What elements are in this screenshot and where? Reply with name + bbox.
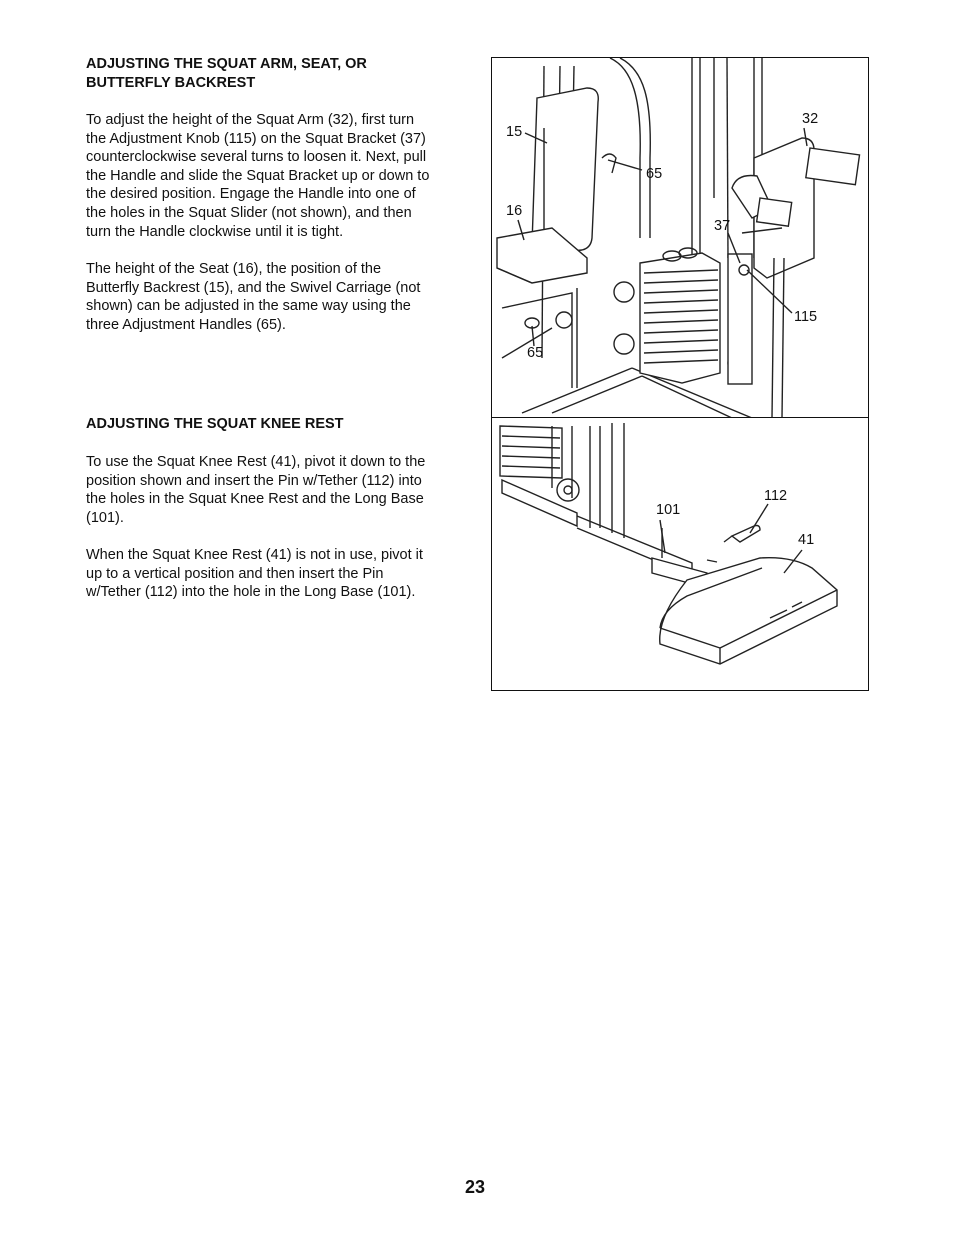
callout-32: 32 <box>802 111 819 127</box>
knee-rest-illustration <box>492 418 868 690</box>
page-number: 23 <box>465 1177 486 1197</box>
callout-115: 115 <box>794 309 818 325</box>
knee-rest-storage-instructions: When the Squat Knee Rest (41) is not in use, pivot it up to a vertical position and then insert the Pin w/Tether (112) into the hole in the Long Base (101). <box>86 547 423 601</box>
callout-101: 101 <box>656 502 681 518</box>
figure-squat-knee-rest <box>491 417 869 691</box>
callout-65-lower: 65 <box>527 345 544 361</box>
knee-rest-use-instructions: To use the Squat Knee Rest (41), pivot it down to the position shown and insert the Pin w/Tether (112) into the holes in the Squat Knee Rest and the Long Base (101). <box>86 454 426 526</box>
callout-41: 41 <box>798 532 815 548</box>
figure-squat-arm-assembly <box>491 57 869 419</box>
callout-16: 16 <box>506 203 523 219</box>
section-heading-squat-arm: ADJUSTING THE SQUAT ARM, SEAT, OR BUTTERFLY BACKREST <box>86 56 367 91</box>
callout-112: 112 <box>764 488 788 504</box>
callout-37: 37 <box>714 218 731 234</box>
callout-15: 15 <box>506 124 523 140</box>
seat-backrest-instructions: The height of the Seat (16), the position of the Butterfly Backrest (15), and the Swivel Carriage (not shown) can be adjusted in the same way using the three Adjustment Handles (65). <box>86 261 421 333</box>
section-heading-knee-rest: ADJUSTING THE SQUAT KNEE REST <box>86 416 344 432</box>
callout-65-upper: 65 <box>646 166 663 182</box>
squat-arm-instructions: To adjust the height of the Squat Arm (32), first turn the Adjustment Knob (115) on the Squat Bracket (37) counterclockwise several turns to loosen it. Next, pull the Handle and slide the Squat Bracket up or down to the desired position. Engage the Handle into one of the holes in the Squat Slider (not shown), and then turn the Handle clockwise until it is tight. <box>86 112 430 240</box>
